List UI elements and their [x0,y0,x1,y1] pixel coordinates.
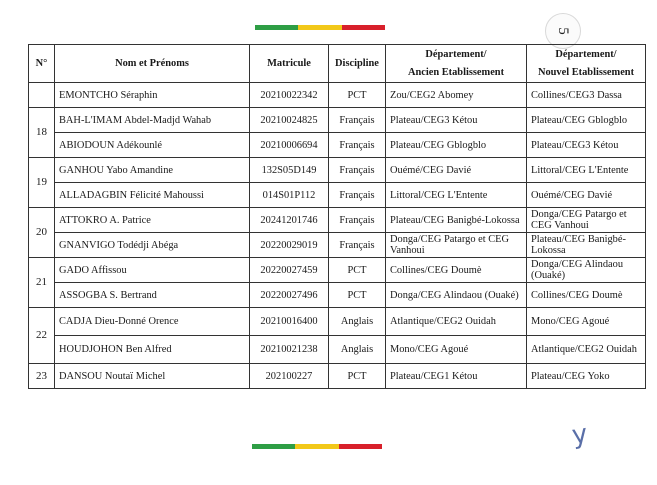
new-department-cell: Mono/CEG Agoué [527,308,646,336]
name-cell: GANHOU Yabo Amandine [55,158,250,183]
name-cell: GNANVIGO Todédji Abéga [55,233,250,258]
old-department-cell: Plateau/CEG3 Kétou [386,108,527,133]
table-row [29,83,646,108]
table-row [29,233,646,258]
name-cell: ALLADAGBIN Félicité Mahoussi [55,183,250,208]
page-number: 5 [545,13,581,49]
matricule-cell: 20210024825 [250,108,329,133]
header-name: Nom et Prénoms [55,45,250,83]
table-row [29,108,646,133]
discipline-cell: PCT [329,364,386,389]
name-cell: ABIODOUN Adékounlé [55,133,250,158]
matricule-cell: 20210016400 [250,308,329,336]
group-number-cell: 20 [29,208,55,258]
old-department-cell: Donga/CEG Patargo et CEG Vanhoui [386,233,527,258]
matricule-cell: 132S05D149 [250,158,329,183]
discipline-cell: Français [329,183,386,208]
matricule-cell: 20220027459 [250,258,329,283]
old-department-cell: Ouémé/CEG Davié [386,158,527,183]
name-cell: ASSOGBA S. Bertrand [55,283,250,308]
table-row [29,183,646,208]
group-number-cell: 22 [29,308,55,364]
table-row [29,283,646,308]
discipline-cell: Français [329,133,386,158]
group-number-cell: 21 [29,258,55,308]
header-new-department-bottom: Nouvel Etablissement [537,66,635,78]
old-department-cell: Littoral/CEG L'Entente [386,183,527,208]
table-row [29,133,646,158]
discipline-cell: Anglais [329,308,386,336]
discipline-cell: Français [329,233,386,258]
matricule-cell: 20210021238 [250,336,329,364]
table-row [29,336,646,364]
header-new-department [527,45,646,83]
matricule-cell: 20210022342 [250,83,329,108]
matricule-cell: 202100227 [250,364,329,389]
discipline-cell: Français [329,208,386,233]
group-number-cell: 19 [29,158,55,208]
name-cell: ATTOKRO A. Patrice [55,208,250,233]
transfer-table [28,44,646,389]
discipline-cell: PCT [329,258,386,283]
handwritten-initials: y [569,419,590,451]
name-cell: CADJA Dieu-Donné Orence [55,308,250,336]
name-cell: DANSOU Noutaï Michel [55,364,250,389]
old-department-cell: Donga/CEG Alindaou (Ouaké) [386,283,527,308]
name-cell: GADO Affissou [55,258,250,283]
new-department-cell: Collines/CEG Doumè [527,283,646,308]
header-matricule: Matricule [250,45,329,83]
old-department-cell: Zou/CEG2 Abomey [386,83,527,108]
header-no: N° [29,45,55,83]
discipline-cell: PCT [329,83,386,108]
group-number-cell: 23 [29,364,55,389]
table-row [29,258,646,283]
name-cell: EMONTCHO Séraphin [55,83,250,108]
flag-stripe-bottom [252,444,382,449]
discipline-cell: Anglais [329,336,386,364]
row-number-cell [29,83,55,108]
table-row [29,364,646,389]
table-row [29,208,646,233]
header-old-department-bottom: Ancien Etablissement [407,66,505,78]
new-department-cell: Plateau/CEG Yoko [527,364,646,389]
new-department-cell: Donga/CEG Patargo et CEG Vanhoui [527,208,646,233]
old-department-cell: Plateau/CEG1 Kétou [386,364,527,389]
new-department-cell: Collines/CEG3 Dassa [527,83,646,108]
new-department-cell: Plateau/CEG Banigbé-Lokossa [527,233,646,258]
header-old-department [386,45,527,83]
new-department-cell: Plateau/CEG3 Kétou [527,133,646,158]
header-new-department-top: Département/ [555,48,617,60]
discipline-cell: Français [329,158,386,183]
name-cell: BAH-L'IMAM Abdel-Madjd Wahab [55,108,250,133]
old-department-cell: Mono/CEG Agoué [386,336,527,364]
discipline-cell: Français [329,108,386,133]
new-department-cell: Donga/CEG Alindaou (Ouaké) [527,258,646,283]
header-discipline: Discipline [329,45,386,83]
name-cell: HOUDJOHON Ben Alfred [55,336,250,364]
matricule-cell: 20220027496 [250,283,329,308]
new-department-cell: Plateau/CEG Gblogblo [527,108,646,133]
table-row [29,158,646,183]
old-department-cell: Atlantique/CEG2 Ouidah [386,308,527,336]
old-department-cell: Plateau/CEG Gblogblo [386,133,527,158]
table-header-row [29,45,646,83]
discipline-cell: PCT [329,283,386,308]
matricule-cell: 20220029019 [250,233,329,258]
matricule-cell: 20210006694 [250,133,329,158]
header-old-department-top: Département/ [425,48,487,60]
matricule-cell: 20241201746 [250,208,329,233]
flag-stripe-top [255,25,385,30]
matricule-cell: 014S01P112 [250,183,329,208]
old-department-cell: Plateau/CEG Banigbé-Lokossa [386,208,527,233]
table-row [29,308,646,336]
new-department-cell: Atlantique/CEG2 Ouidah [527,336,646,364]
new-department-cell: Ouémé/CEG Davié [527,183,646,208]
group-number-cell: 18 [29,108,55,158]
old-department-cell: Collines/CEG Doumè [386,258,527,283]
new-department-cell: Littoral/CEG L'Entente [527,158,646,183]
